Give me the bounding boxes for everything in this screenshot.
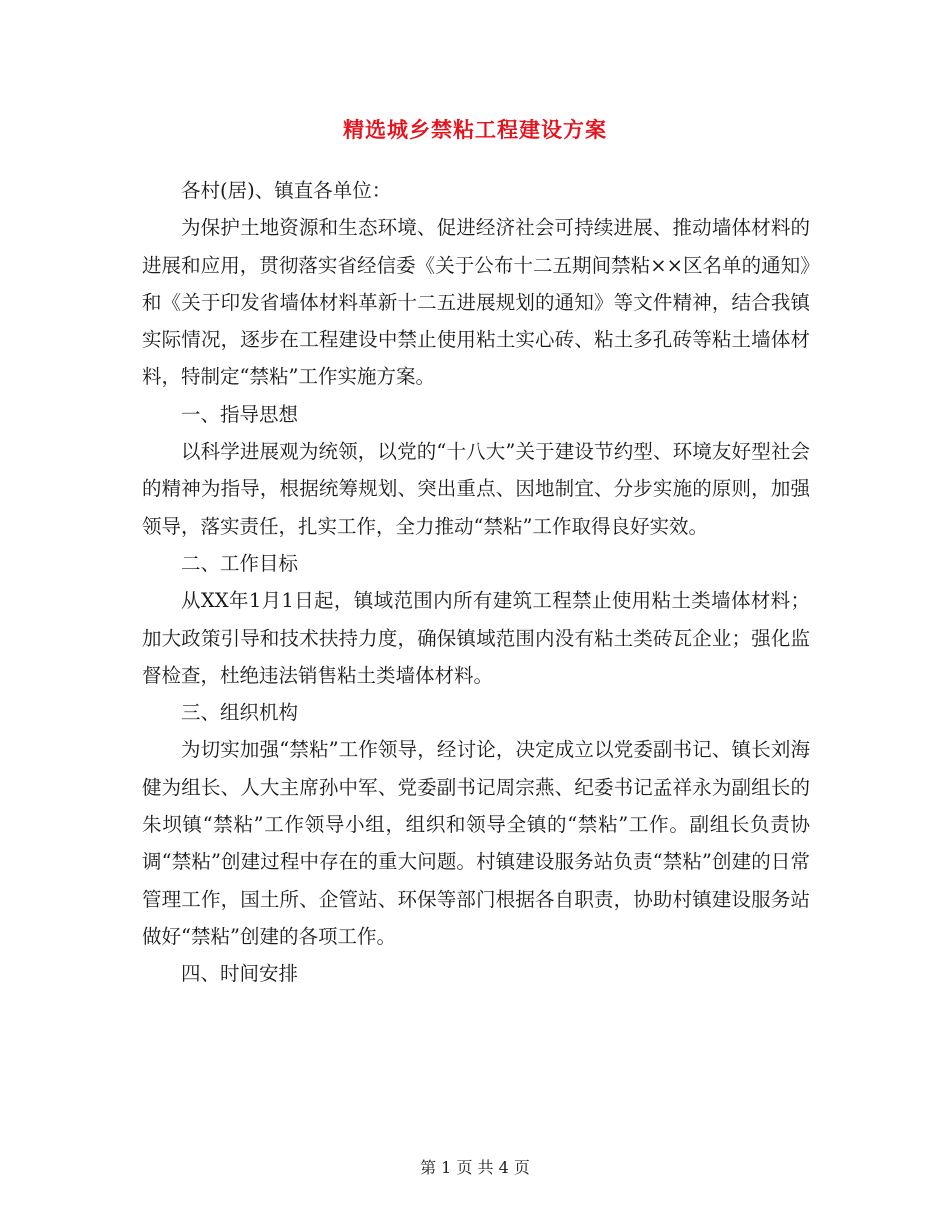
section-heading-guiding-ideology: 一、指导思想 [181, 402, 299, 426]
document-body [142, 172, 810, 993]
section-heading-schedule: 四、时间安排 [181, 962, 299, 986]
intro-paragraph: 为保护土地资源和生态环境、促进经济社会可持续进展、推动墙体材料的进展和应用，贯彻落实省经信委《关于公布十二五期间禁粘××区名单的通知》和《关于印发省墙体材料革新十二五进展规划的通知》等文件精神，结合我镇实际情况，逐步在工程建设中禁止使用粘土实心砖、粘土多孔砖等粘土墙体材料，特制定“禁粘”工作实施方案。 [142, 216, 810, 389]
section-heading-organization: 三、组织机构 [181, 701, 299, 725]
page-footer: 第 1 页 共 4 页 [420, 1158, 530, 1177]
work-goals-paragraph: 从XX年1月1日起，镇域范围内所有建筑工程禁止使用粘土类墙体材料；加大政策引导和技术扶持力度，确保镇域范围内没有粘土类砖瓦企业；强化监督检查，杜绝违法销售粘土类墙体材料。 [142, 589, 810, 687]
salutation: 各村(居)、镇直各单位： [181, 179, 392, 202]
section-heading-work-goals: 二、工作目标 [181, 551, 299, 575]
guiding-ideology-paragraph: 以科学进展观为统领，以党的“十八大”关于建设节约型、环境友好型社会的精神为指导，根据统筹规划、突出重点、因地制宜、分步实施的原则，加强领导，落实责任，扎实工作，全力推动“禁粘”工作取得良好实效。 [142, 440, 810, 538]
document-title: 精选城乡禁粘工程建设方案 [343, 117, 607, 142]
organization-paragraph: 为切实加强“禁粘”工作领导，经讨论，决定成立以党委副书记、镇长刘海健为组长、人大主席孙中军、党委副书记周宗燕、纪委书记孟祥永为副组长的朱坝镇“禁粘”工作领导小组，组织和领导全镇的“禁粘”工作。副组长负责协调“禁粘”创建过程中存在的重大问题。村镇建设服务站负责“禁粘”创建的日常管理工作，国土所、企管站、环保等部门根据各自职责，协助村镇建设服务站做好“禁粘”创建的各项工作。 [142, 738, 810, 948]
